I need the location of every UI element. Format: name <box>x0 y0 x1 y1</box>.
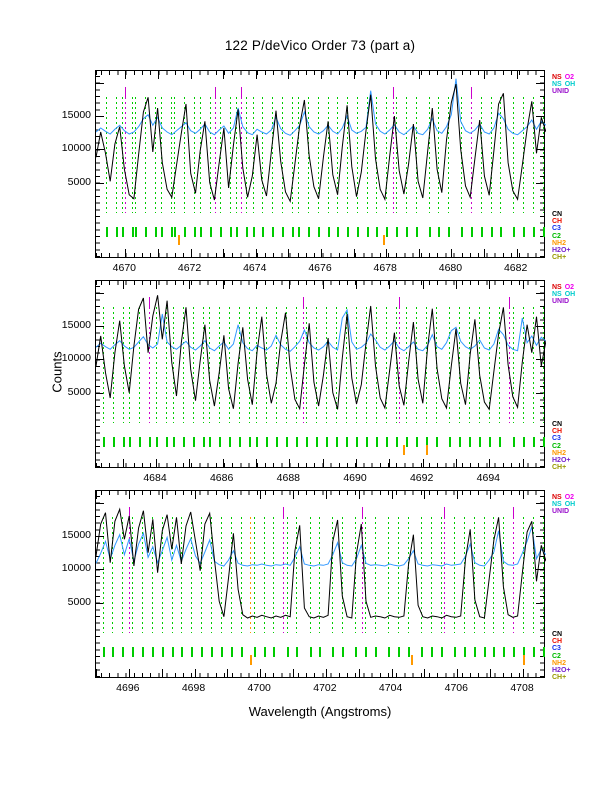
legend-species-label: CH+ <box>552 464 567 472</box>
legend-species-label: CN <box>552 421 563 428</box>
y-axis-title: Counts <box>49 351 65 393</box>
y-tick-label: 10000 <box>61 352 91 365</box>
legend-top-label: NS <box>552 494 562 501</box>
black-spectrum-line <box>96 84 546 201</box>
legend-species-label: C2 <box>552 442 561 450</box>
x-tick-label: 4696 <box>116 682 140 694</box>
legend-species-label: C2 <box>552 232 561 240</box>
blue-spectrum-line <box>96 527 546 566</box>
x-axis-title: Wavelength (Angstroms) <box>248 704 392 719</box>
legend-species-label: H2O+ <box>552 667 571 674</box>
legend-species-label: C3 <box>552 225 561 233</box>
legend-top-label: NS <box>552 291 562 298</box>
legend-species-label: CH <box>552 638 563 646</box>
y-tick-label: 5000 <box>67 175 91 188</box>
panel-3-plot-box <box>95 490 545 678</box>
black-spectrum-line <box>96 509 546 618</box>
panel-2-plot-box <box>95 280 545 468</box>
legend-species-label: H2O+ <box>552 247 571 254</box>
y-tick-label: 10000 <box>61 142 91 155</box>
y-tick-label: 15000 <box>61 109 91 121</box>
x-tick-label: 4708 <box>510 682 534 694</box>
x-tick-label: 4700 <box>247 682 271 694</box>
x-tick-label: 4694 <box>476 472 500 484</box>
x-tick-label: 4676 <box>308 262 332 274</box>
legend-species-label: CH+ <box>552 674 567 682</box>
x-tick-label: 4672 <box>177 262 202 274</box>
x-tick-label: 4682 <box>503 262 528 274</box>
x-tick-label: 4698 <box>181 682 206 694</box>
y-tick-label: 10000 <box>61 562 91 575</box>
spectrum-plot <box>96 71 546 259</box>
legend-species-label: CN <box>552 631 563 638</box>
x-tick-label: 4702 <box>313 682 337 694</box>
x-tick-label: 4692 <box>409 472 434 484</box>
y-tick-label: 15000 <box>61 319 91 331</box>
x-tick-label: 4684 <box>143 472 167 484</box>
x-tick-label: 4686 <box>209 472 234 484</box>
legend-species-label: H2O+ <box>552 457 571 464</box>
legend-species-label: C3 <box>552 435 561 443</box>
spectrum-plot <box>96 491 546 679</box>
legend-species-label: CH <box>552 218 563 226</box>
legend-top-label: O2 <box>564 494 575 501</box>
x-tick-label: 4680 <box>438 262 463 274</box>
legend-top-row <box>552 88 569 95</box>
legend-top-row <box>552 74 574 81</box>
legend-top-row <box>552 494 574 501</box>
y-tick-label: 5000 <box>67 385 91 398</box>
legend-species-label: CN <box>552 211 563 218</box>
legend-species-label: NH2 <box>552 659 567 667</box>
legend-species-label: C3 <box>552 645 561 653</box>
panel-1-plot-box <box>95 70 545 258</box>
x-tick-label: 4688 <box>276 472 300 484</box>
legend-top-label: UNID <box>552 298 570 305</box>
legend-top-row <box>552 298 569 305</box>
figure-title: 122 P/deVico Order 73 (part a) <box>224 38 416 53</box>
legend-top-label: OH <box>564 81 576 88</box>
x-tick-label: 4670 <box>112 262 137 274</box>
legend-top-label: O2 <box>564 74 575 81</box>
x-tick-label: 4706 <box>444 682 468 694</box>
legend-top-row <box>552 501 575 508</box>
legend-top-label: OH <box>564 291 576 298</box>
x-tick-label: 4674 <box>243 262 267 274</box>
legend-top-label: UNID <box>552 88 570 95</box>
legend-top-label: OH <box>564 501 576 508</box>
y-tick-label: 15000 <box>61 529 91 541</box>
legend-top-label: NS <box>552 74 562 81</box>
spectrum-plot <box>96 281 546 469</box>
legend-species-label: CH <box>552 428 563 436</box>
legend-top-row <box>552 291 575 298</box>
legend-species-label: CH+ <box>552 254 567 262</box>
x-tick-label: 4690 <box>343 472 367 484</box>
legend-species-label: C2 <box>552 652 561 660</box>
legend-top-row <box>552 81 575 88</box>
y-tick-label: 5000 <box>67 595 91 608</box>
legend-top-row <box>552 284 574 291</box>
legend-species-label: NH2 <box>552 449 567 457</box>
legend-top-label: NS <box>552 81 562 88</box>
legend-top-label: O2 <box>564 284 575 291</box>
legend-top-row <box>552 508 569 515</box>
legend-top-label: UNID <box>552 508 570 515</box>
legend-top-label: NS <box>552 501 562 508</box>
legend-species-label: NH2 <box>552 239 567 247</box>
legend-top-label: NS <box>552 284 562 291</box>
black-spectrum-line <box>96 295 546 409</box>
x-tick-label: 4678 <box>373 262 397 274</box>
x-tick-label: 4704 <box>378 682 403 694</box>
